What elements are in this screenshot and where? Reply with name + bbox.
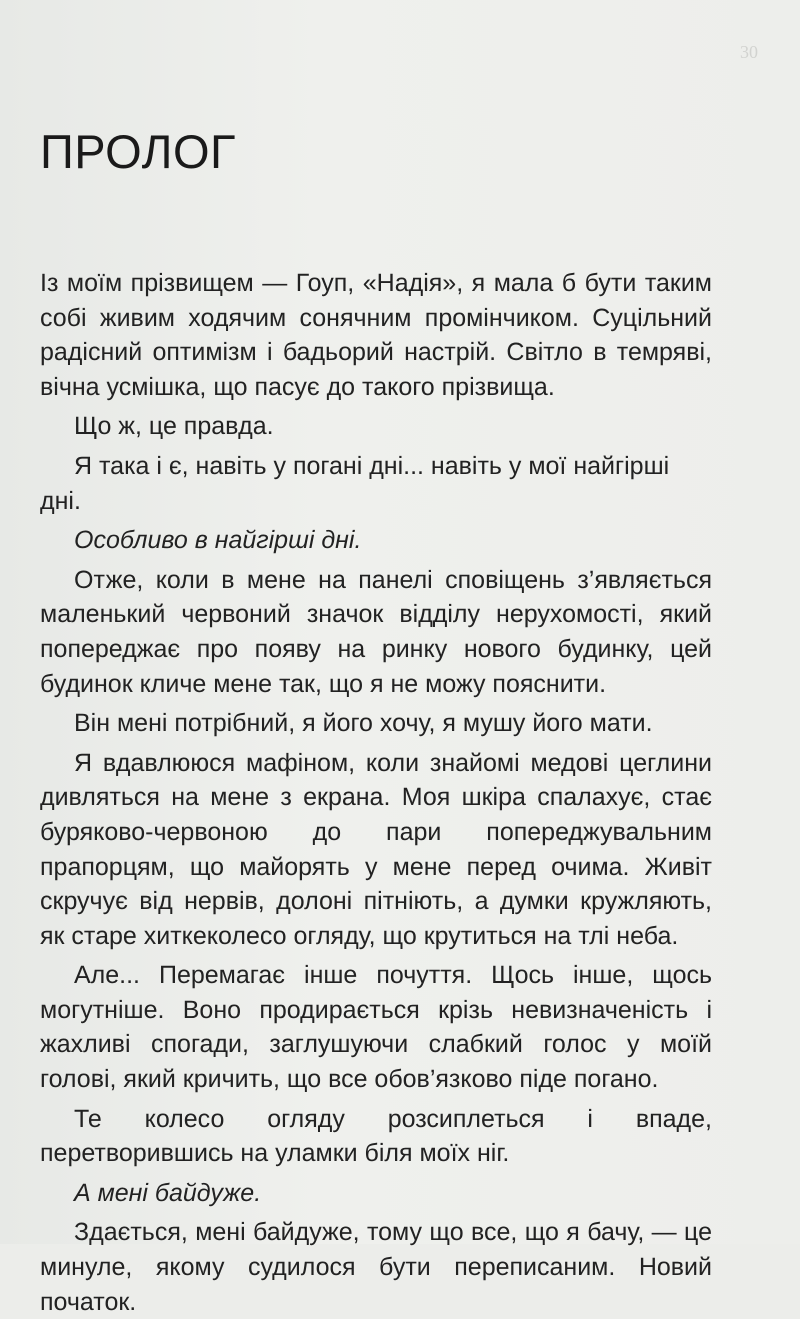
page-number: 30 xyxy=(740,42,758,62)
paragraph: Я вдавлююся мафіном, коли знайомі медові цеглини дивляться на мене з екрана. Моя шкіра спалахує, стає буряково-червоною до пари попереджувальним прапорцям, що майорять у мене перед очима. Живіт скручує від нервів, долоні пітніють, а думки кружляють, як старе хиткеколесо огляду, що крутиться на тлі неба. xyxy=(40,748,712,950)
paragraph-italic: Особливо в найгірші дні. xyxy=(74,526,362,555)
paragraph-italic: А мені байдуже. xyxy=(74,1178,262,1207)
paragraph: Але... Перемагає інше почуття. Щось інше, щось могутніше. Воно продирається крізь невизначеність і жахливі спогади, заглушуючи слабкий голос у моїй голові, який кричить, що все обов’язково піде погано. xyxy=(40,961,712,1094)
paragraph: Здається, мені байдуже, тому що все, що я бачу, — це минуле, якому судилося бути переписаним. Новий початок. xyxy=(40,1218,712,1316)
chapter-text xyxy=(40,266,712,1319)
paragraph: Він мені потрібний, я його хочу, я мушу його мати. xyxy=(74,709,653,738)
chapter-title: ПРОЛОГ xyxy=(40,125,236,178)
paragraph: Що ж, це правда. xyxy=(74,412,274,441)
paragraph: Із моїм прізвищем — Гоуп, «Надія», я мала б бути таким собі живим ходячим сонячним промінчиком. Суцільний радісний оптимізм і бадьорий настрій. Світло в темряві, вічна усмішка, що пасує до такого прізвища. xyxy=(40,269,712,401)
paragraph: Я така і є, навіть у погані дні... навіть у мої найгірші дні. xyxy=(40,451,670,515)
paragraph: Те колесо огляду розсиплеться і впаде, перетворившись на уламки біля моїх ніг. xyxy=(40,1104,712,1168)
paragraph: Отже, коли в мене на панелі сповіщень з’являється маленький червоний значок відділу нерухомості, який попереджає про появу на ринку нового будинку, цей будинок кличе мене так, що я не можу пояснити. xyxy=(40,565,712,698)
